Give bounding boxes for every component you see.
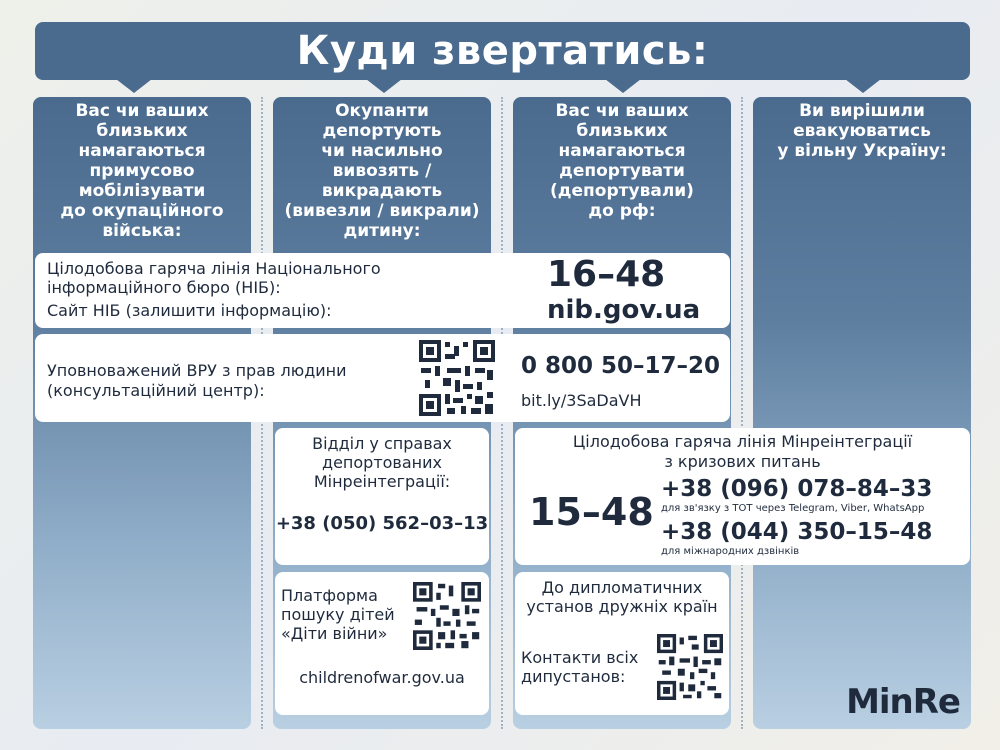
arrow-down-icon	[366, 79, 402, 93]
column-title: Ви вирішили евакуюватись у вільну Україну:	[777, 101, 947, 161]
column-title: Окупанти депортують чи насильно вивозять / викрадають (вивезли / викрали) дитину:	[284, 101, 480, 241]
arrow-down-icon	[605, 79, 641, 93]
minre-phone-1-note: для зв'язку з ТОТ через Telegram, Viber, WhatsApp	[661, 503, 925, 514]
minre-hotline-text-1: Цілодобова гаряча лінія Мінреінтеграції	[572, 432, 913, 451]
ombudsman-card	[35, 334, 730, 422]
nib-website-link[interactable]: nib.gov.ua	[547, 295, 701, 325]
deported-dept-card	[275, 428, 489, 565]
page-title: Куди звертатись:	[296, 28, 709, 74]
column-title: Вас чи ваших близьких намагаються депортувати (депортували) до рф:	[550, 101, 694, 221]
deported-dept-text-1: Відділ у справах	[312, 434, 452, 453]
diplomatic-text-2: установ дружніх країн	[526, 597, 718, 616]
header-banner	[35, 22, 970, 80]
nib-text-1: Цілодобова гаряча лінія Національного	[47, 259, 381, 278]
arrow-down-icon	[845, 79, 881, 93]
minre-hotline-card	[515, 428, 970, 565]
minre-hotline-text-2: з кризових питань	[664, 452, 821, 471]
nib-text-2: інформаційного бюро (НІБ):	[47, 278, 281, 297]
column-divider	[741, 97, 743, 729]
ombudsman-phone[interactable]: 0 800 50–17–20	[521, 353, 721, 379]
qr-code-icon[interactable]	[657, 634, 723, 700]
qr-code-icon[interactable]	[413, 582, 481, 650]
diplomatic-card	[515, 572, 729, 715]
diplomatic-text-1: До дипломатичних	[541, 578, 703, 597]
qr-code-icon[interactable]	[419, 340, 495, 416]
arrow-down-icon	[116, 79, 152, 93]
nib-card	[35, 253, 730, 328]
nib-hotline-number[interactable]: 16–48	[547, 254, 666, 295]
ombudsman-text-1: Уповноважений ВРУ з прав людини	[47, 361, 347, 380]
children-platform-text-1: Платформа	[281, 586, 378, 605]
ombudsman-link[interactable]: bit.ly/3SaDaVH	[521, 391, 642, 410]
column-evacuation	[753, 97, 971, 729]
minre-short-number[interactable]: 15–48	[529, 490, 654, 534]
deported-dept-phone[interactable]: +38 (050) 562–03–13	[275, 513, 489, 534]
minre-logo: MinRe	[846, 682, 960, 722]
deported-dept-text-3: Мінреінтеграції:	[313, 472, 451, 491]
minre-phone-1[interactable]: +38 (096) 078–84–33	[661, 476, 933, 502]
nib-text-3: Сайт НІБ (залишити інформацію):	[47, 301, 332, 320]
deported-dept-text-2: депортованих	[322, 453, 442, 472]
children-platform-text-2: пошуку дітей	[281, 605, 395, 624]
minre-phone-2-note: для міжнародних дзвінків	[661, 546, 800, 557]
ombudsman-text-2: (консультаційний центр):	[47, 381, 265, 400]
diplomatic-text-3: Контакти всіх	[521, 648, 639, 667]
children-platform-card	[275, 572, 489, 715]
column-title: Вас чи ваших близьких намагаються примусово мобілізувати до окупаційного війська:	[60, 101, 224, 241]
children-platform-link[interactable]: childrenofwar.gov.ua	[299, 668, 465, 687]
children-platform-text-3: «Діти війни»	[281, 624, 388, 643]
diplomatic-text-4: дипустанов:	[521, 667, 626, 686]
minre-phone-2[interactable]: +38 (044) 350–15–48	[661, 519, 933, 545]
